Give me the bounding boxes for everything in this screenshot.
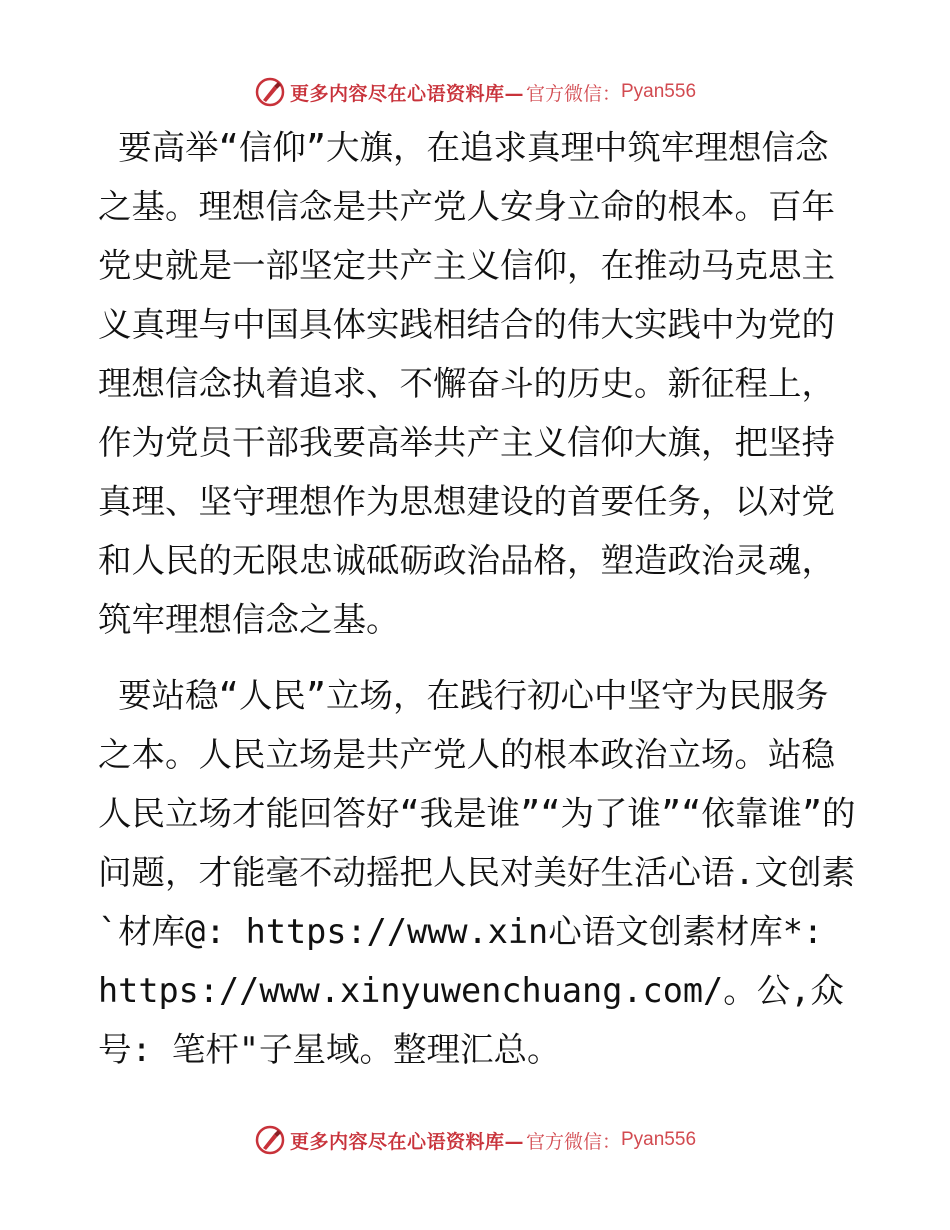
watermark-text: 更多内容尽在心语资料库—: [289, 1130, 524, 1153]
paragraph-people: 要站稳“人民”立场，在践行初心中坚守为民服务之本。人民立场是共产党人的根本政治立场。站稳人民立场才能回答好“我是谁”“为了谁”“依靠谁”的问题，才能毫不动摇把人民对美好生活心语.文创素`材库@: https://www.xin心语文创素材库*: https://www.xinyuwenchuang.com/。公,众号: 笔杆"子星域。整理汇总。: [98, 676, 856, 1069]
paragraph-faith: 要高举“信仰”大旗，在追求真理中筑牢理想信念之基。理想信念是共产党人安身立命的根本。百年党史就是一部坚定共产主义信仰，在推动马克思主义真理与中国具体实践相结合的伟大实践中为党的理想信念执着追求、不懈奋斗的历史。新征程上，作为党员干部我要高举共产主义信仰大旗，把坚持真理、坚守理想作为思想建设的首要任务，以对党和人民的无限忠诚砥砺政治品格，塑造政治灵魂，筑牢理想信念之基。: [98, 128, 835, 639]
document-body: [98, 118, 858, 1079]
pen-logo-icon: [254, 76, 286, 108]
wechat-label: 官方微信：: [525, 82, 621, 105]
header-watermark: [0, 72, 950, 112]
wechat-label: 官方微信：: [525, 1130, 621, 1153]
watermark-text: 更多内容尽在心语资料库—: [289, 82, 524, 105]
pen-logo-icon: [254, 1124, 286, 1156]
wechat-id: Pyan556: [621, 81, 697, 102]
wechat-id: Pyan556: [621, 1129, 697, 1150]
footer-watermark: [0, 1120, 950, 1160]
